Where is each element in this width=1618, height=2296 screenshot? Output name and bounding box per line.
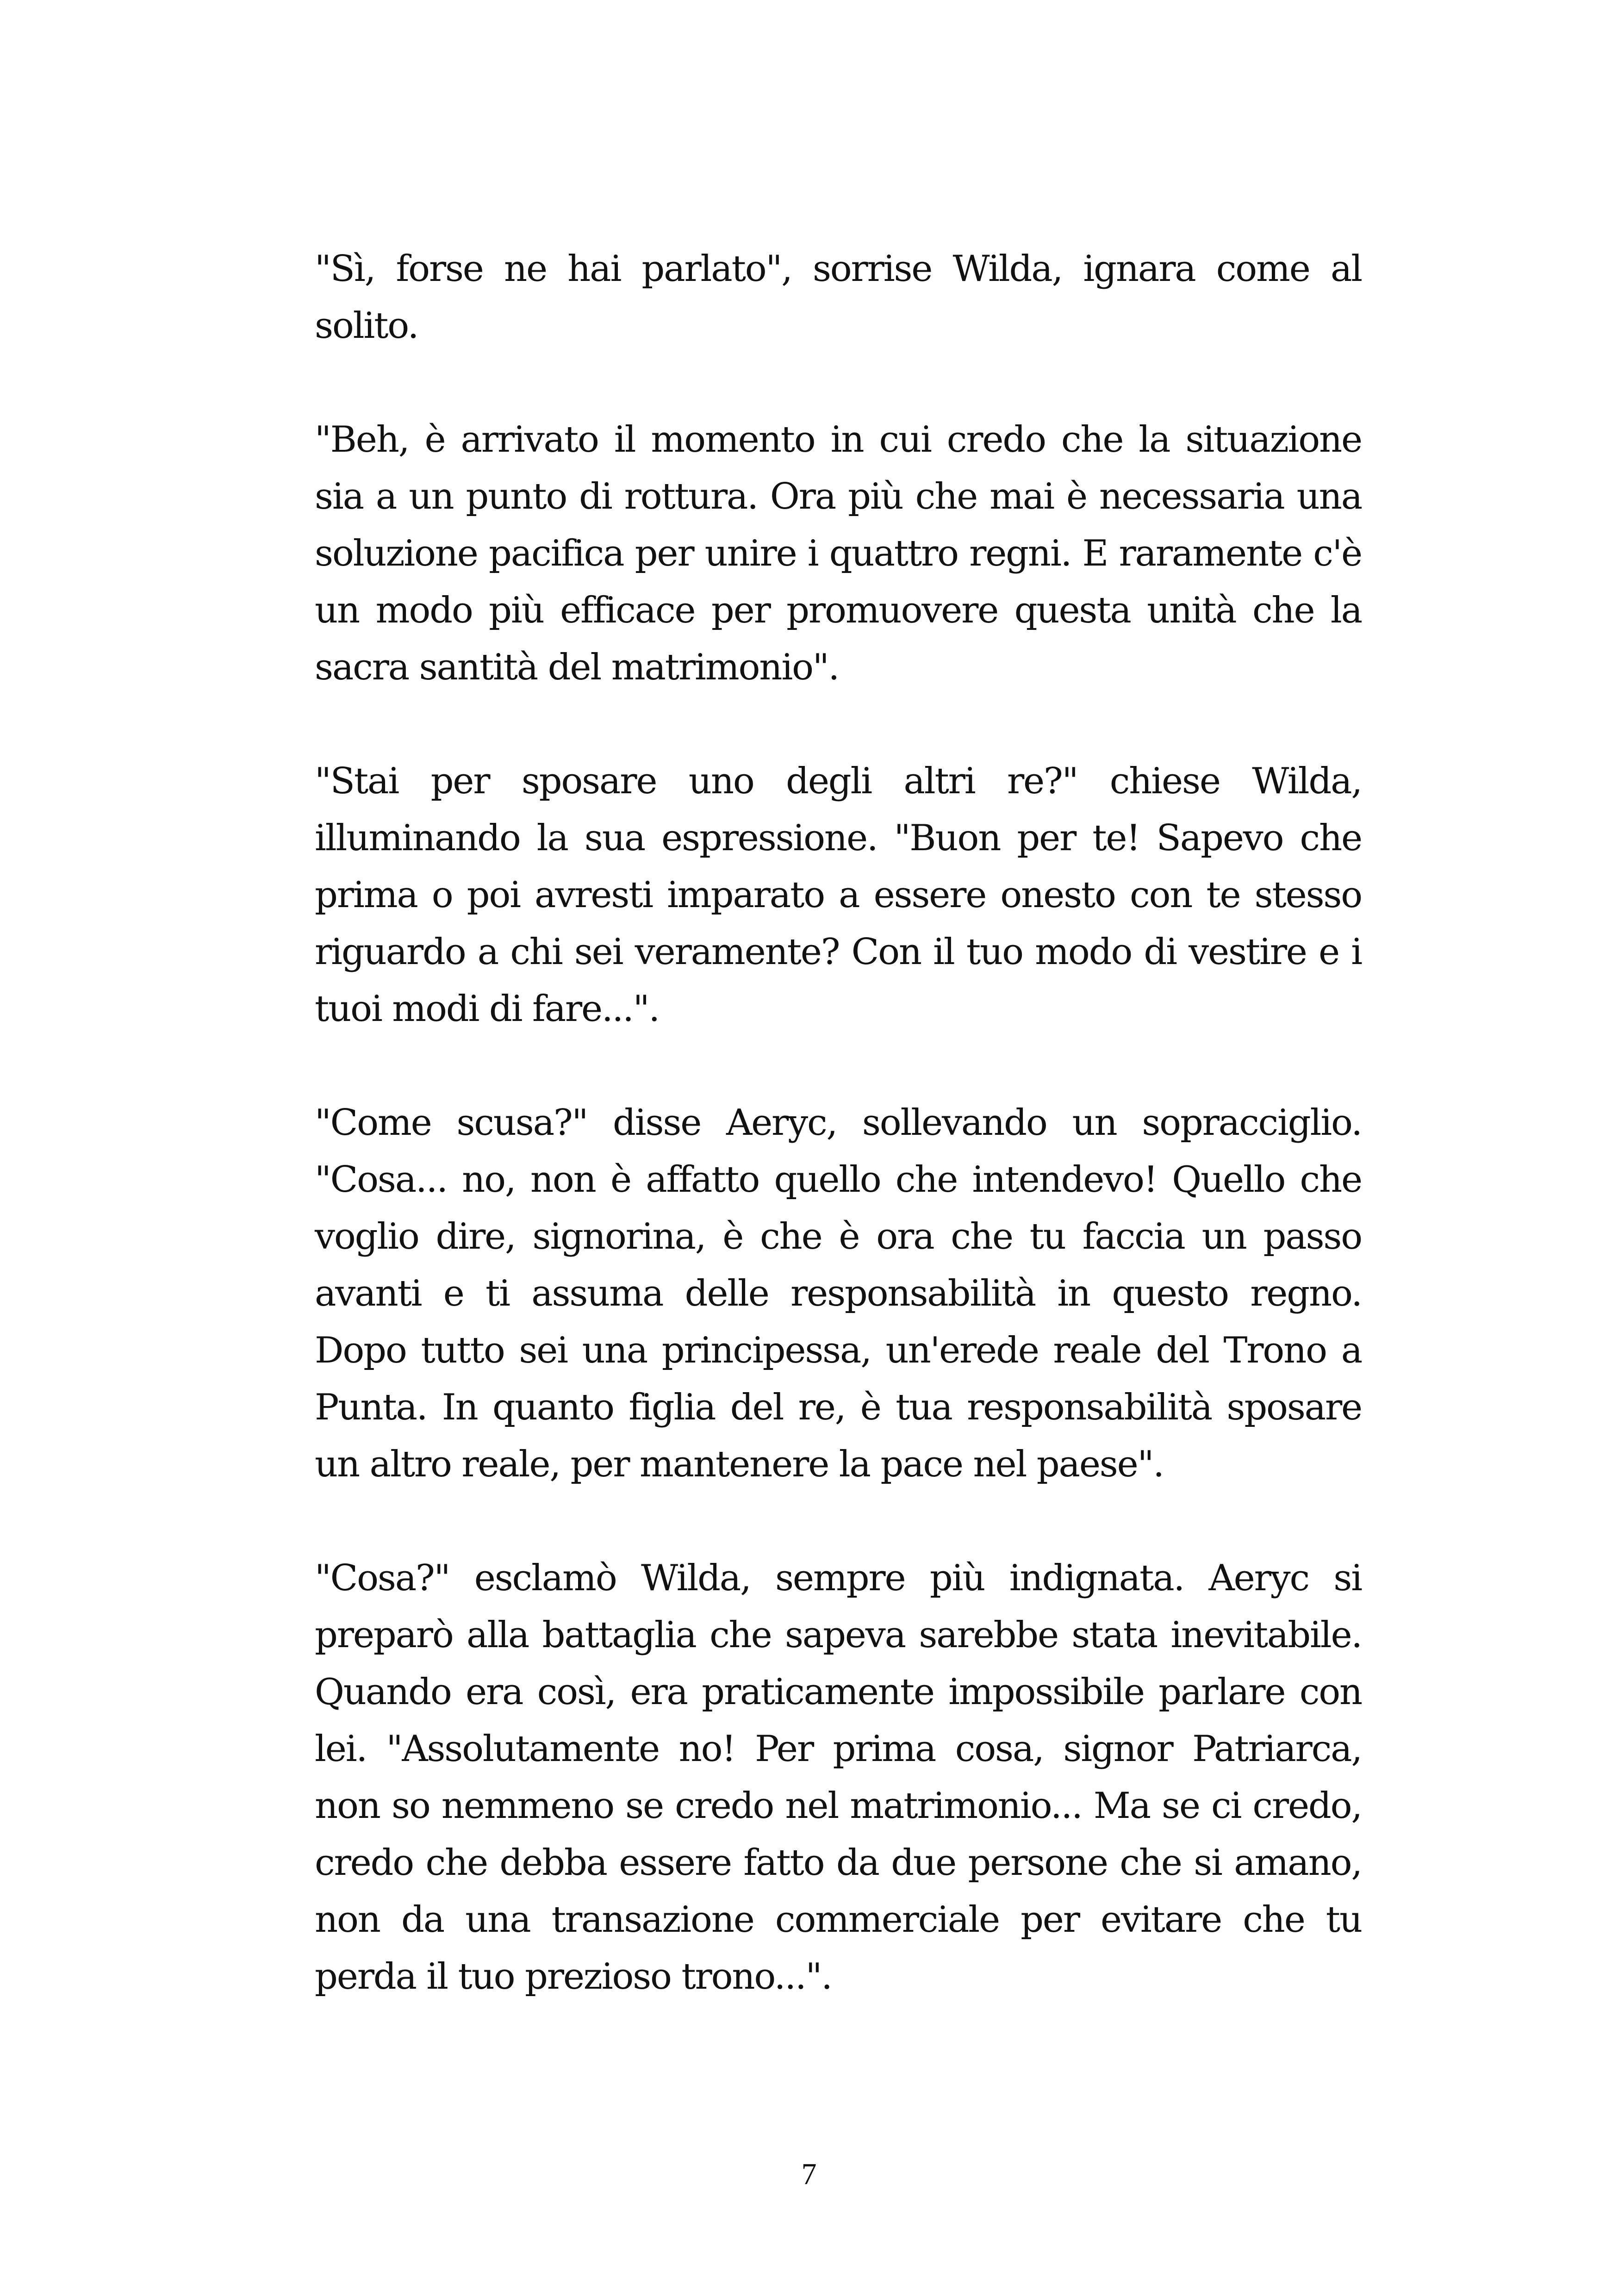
paragraph-1: "Sì, forse ne hai parlato", sorrise Wilda, ignara come al solito. [315,248,1362,347]
page-number: 7 [801,2157,817,2191]
paragraph-5: "Cosa?" esclamò Wilda, sempre più indignata. Aeryc si preparò alla battaglia che sapeva sarebbe stata inevitabile. Quando era così, era praticamente impossibile parlare con lei. "Assolutamente no! Per prima cosa, signor Patriarca, non so nemmeno se credo nel matrimonio... Ma se ci credo, credo che debba essere fatto da due persone che si amano, non da una transazione commerciale per evitare che tu perda il tuo prezioso trono...". [315,1557,1362,1997]
body-text [315,241,1362,2062]
paragraph-4: "Come scusa?" disse Aeryc, sollevando un sopracciglio. "Cosa... no, non è affatto quello che intendevo! Quello che voglio dire, signorina, è che è ora che tu faccia un passo avanti e ti assuma delle responsabilità in questo regno. Dopo tutto sei una principessa, un'erede reale del Trono a Punta. In quanto figlia del re, è tua responsabilità sposare un altro reale, per mantenere la pace nel paese". [315,1102,1362,1485]
paragraph-2: "Beh, è arrivato il momento in cui credo che la situazione sia a un punto di rottura. Ora più che mai è necessaria una soluzione pacifica per unire i quattro regni. E raramente c'è un modo più efficace per promuovere questa unità che la sacra santità del matrimonio". [315,419,1362,688]
paragraph-3: "Stai per sposare uno degli altri re?" chiese Wilda, illuminando la sua espressione. "Buon per te! Sapevo che prima o poi avresti imparato a essere onesto con te stesso riguardo a chi sei veramente? Con il tuo modo di vestire e i tuoi modi di fare...". [315,760,1362,1030]
